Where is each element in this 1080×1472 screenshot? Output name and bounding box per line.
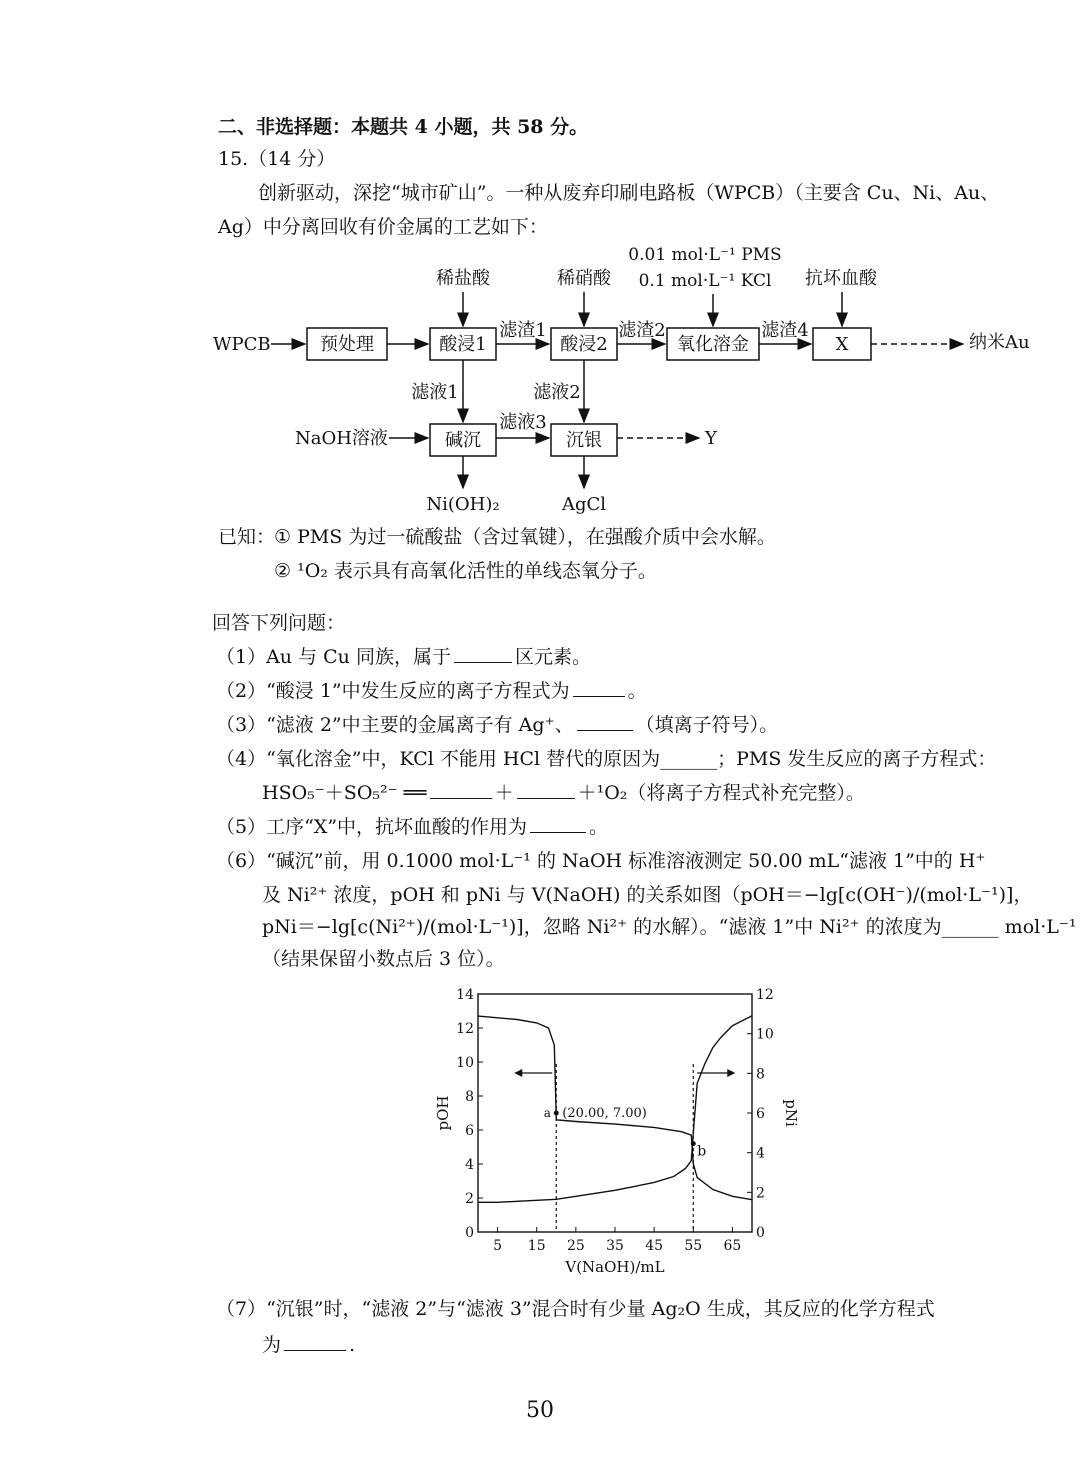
- point-a-marker: [554, 1111, 559, 1116]
- x-tick-label: 25: [566, 1238, 585, 1254]
- subquestion-5: [216, 814, 608, 840]
- box-alkali-label: 碱沉: [445, 430, 481, 451]
- box-silver-label: 沉银: [566, 430, 602, 451]
- q3-text-b: （填离子符号）。: [635, 714, 779, 736]
- box-leach2-label: 酸浸2: [560, 334, 608, 355]
- box-x-label: X: [835, 334, 849, 355]
- q3-text-a: （3）“滤液 2”中主要的金属离子有 Ag⁺、: [216, 714, 574, 736]
- subquestion-4-line1: （4）“氧化溶金”中，KCl 不能用 HCl 替代的原因为______；PMS 发生反应的离子方程式：: [216, 748, 997, 770]
- q1-text-a: （1）Au 与 Cu 同族，属于: [216, 646, 451, 668]
- point-b-marker: [691, 1141, 696, 1146]
- y-right-tick-label: 12: [756, 987, 774, 1003]
- q5-text-a: （5）工序“X”中，抗坏血酸的作用为: [216, 816, 528, 838]
- titration-chart: [430, 982, 800, 1282]
- y-right-tick-label: 2: [756, 1185, 765, 1202]
- q3-answer-blank[interactable]: [577, 712, 633, 731]
- stream-filtrate1: 滤液1: [411, 382, 459, 403]
- x-tick-label: 5: [493, 1238, 503, 1254]
- stream-residue2: 滤渣2: [618, 320, 666, 341]
- q1-answer-blank[interactable]: [454, 644, 512, 663]
- subquestion-6-line1: （6）“碱沉”前，用 0.1000 mol·L⁻¹ 的 NaOH 标准溶液测定 50.00 mL“滤液 1”中的 H⁺: [216, 850, 986, 872]
- reagent-kcl: 0.1 mol·L⁻¹ KCl: [638, 271, 772, 291]
- page-number: 50: [526, 1398, 554, 1423]
- subquestion-7-line1: （7）“沉银”时，“滤液 2”与“滤液 3”混合时有少量 Ag₂O 生成，其反应的化学方程式: [216, 1298, 935, 1320]
- q4-answer-blank-1[interactable]: [430, 780, 492, 799]
- q7-text: 为: [262, 1334, 282, 1356]
- y-left-tick-label: 10: [456, 1055, 474, 1071]
- arrow-left-head: [514, 1069, 522, 1077]
- flow-input-wpcb: WPCB: [213, 334, 271, 355]
- arrow-right-head: [727, 1069, 735, 1077]
- subquestion-2: [216, 678, 647, 704]
- q2-text-a: （2）“酸浸 1”中发生反应的离子方程式为: [216, 680, 570, 702]
- question-intro-line2: Ag）中分离回收有价金属的工艺如下：: [218, 216, 548, 238]
- y-right-axis-label: pNi: [782, 1099, 800, 1127]
- product-agcl: AgCl: [561, 494, 607, 515]
- q2-text-b: 。: [627, 680, 647, 702]
- reagent-naoh: NaOH溶液: [295, 428, 388, 449]
- box-leach1-label: 酸浸1: [439, 334, 487, 355]
- q4-plus: ＋: [494, 782, 514, 804]
- y-right-tick-label: 10: [756, 1026, 774, 1043]
- y-left-tick-label: 8: [465, 1089, 474, 1105]
- x-tick-label: 15: [527, 1238, 546, 1254]
- x-tick-label: 35: [606, 1238, 624, 1254]
- y-left-tick-label: 6: [465, 1123, 474, 1139]
- y-right-tick-label: 8: [756, 1066, 765, 1083]
- q7-answer-blank[interactable]: [284, 1332, 346, 1351]
- subquestion-6-line2: 及 Ni²⁺ 浓度，pOH 和 pNi 与 V(NaOH) 的关系如图（pOH＝−lg[c(OH⁻)/(mol·L⁻¹)]，: [262, 884, 1033, 906]
- point-a-label: a: [543, 1106, 551, 1120]
- y-right-tick-label: 0: [756, 1225, 765, 1241]
- reagent-ascorbic: 抗坏血酸: [805, 268, 877, 289]
- y-left-tick-label: 12: [456, 1021, 474, 1037]
- question-intro-line1: 创新驱动，深挖“城市矿山”。一种从废弃印刷电路板（WPCB）（主要含 Cu、Ni、Au、: [258, 182, 1000, 204]
- q5-answer-blank[interactable]: [530, 814, 586, 833]
- known-item1: ① PMS 为过一硫酸盐（含过氧键），在强酸介质中会水解。: [274, 526, 776, 548]
- q2-answer-blank[interactable]: [573, 678, 625, 697]
- q1-text-b: 区元素。: [514, 646, 591, 668]
- reagent-pms: 0.01 mol·L⁻¹ PMS: [628, 245, 782, 265]
- stream-residue4: 滤渣4: [761, 320, 809, 341]
- q4-answer-blank-2[interactable]: [517, 780, 575, 799]
- product-y: Y: [705, 428, 717, 449]
- q5-text-b: 。: [589, 816, 609, 838]
- y-left-axis-label: pOH: [434, 1095, 452, 1131]
- question-number: 15.（14 分）: [218, 148, 336, 170]
- y-left-tick-label: 0: [465, 1225, 474, 1241]
- reagent-dilute-hno3: 稀硝酸: [557, 268, 611, 289]
- point-b-label: b: [697, 1143, 707, 1160]
- x-tick-label: 45: [645, 1238, 664, 1254]
- answer-prompt: 回答下列问题：: [212, 612, 346, 634]
- known-item2: ② ¹O₂ 表示具有高氧化活性的单线态氧分子。: [274, 560, 657, 582]
- product-nano-au: 纳米Au: [969, 332, 1030, 353]
- subquestion-4-line2: [262, 780, 865, 806]
- x-tick-label: 55: [684, 1238, 703, 1254]
- point-a-coordinate: (20.00, 7.00): [562, 1106, 647, 1121]
- subquestion-6-line3: pNi＝−lg[c(Ni²⁺)/(mol·L⁻¹)]，忽略 Ni²⁺ 的水解）。“滤液 1”中 Ni²⁺ 的浓度为______ mol·L⁻¹: [262, 916, 1077, 938]
- subquestion-6-line4: （结果保留小数点后 3 位）。: [262, 948, 505, 970]
- subquestion-7-line2: 为 .: [262, 1334, 356, 1356]
- y-right-tick-label: 6: [756, 1106, 765, 1122]
- y-left-tick-label: 2: [465, 1191, 474, 1207]
- q4-equation-left: HSO₅⁻＋SO₅²⁻ ══: [262, 782, 427, 804]
- box-oxidize-label: 氧化溶金: [677, 334, 749, 355]
- stream-filtrate3: 滤液3: [499, 412, 547, 433]
- q4-equation-right: ＋¹O₂（将离子方程式补充完整）。: [577, 782, 865, 804]
- reagent-dilute-hcl: 稀盐酸: [436, 268, 490, 289]
- y-right-tick-label: 4: [756, 1145, 765, 1162]
- subquestion-3: [216, 712, 778, 738]
- box-pretreat-label: 预处理: [320, 334, 374, 355]
- x-axis-label: V(NaOH)/mL: [565, 1258, 665, 1276]
- stream-filtrate2: 滤液2: [533, 382, 581, 403]
- stream-residue1: 滤渣1: [499, 320, 547, 341]
- y-left-tick-label: 4: [465, 1157, 474, 1173]
- section-title: 二、非选择题：本题共 4 小题，共 58 分。: [218, 116, 589, 138]
- product-nioh2: Ni(OH)₂: [426, 494, 500, 515]
- subquestion-1: [216, 644, 591, 670]
- known-label: 已知：: [218, 526, 276, 548]
- x-tick-label: 65: [723, 1238, 742, 1254]
- y-left-tick-label: 14: [456, 987, 474, 1003]
- process-flowchart: [205, 240, 1045, 518]
